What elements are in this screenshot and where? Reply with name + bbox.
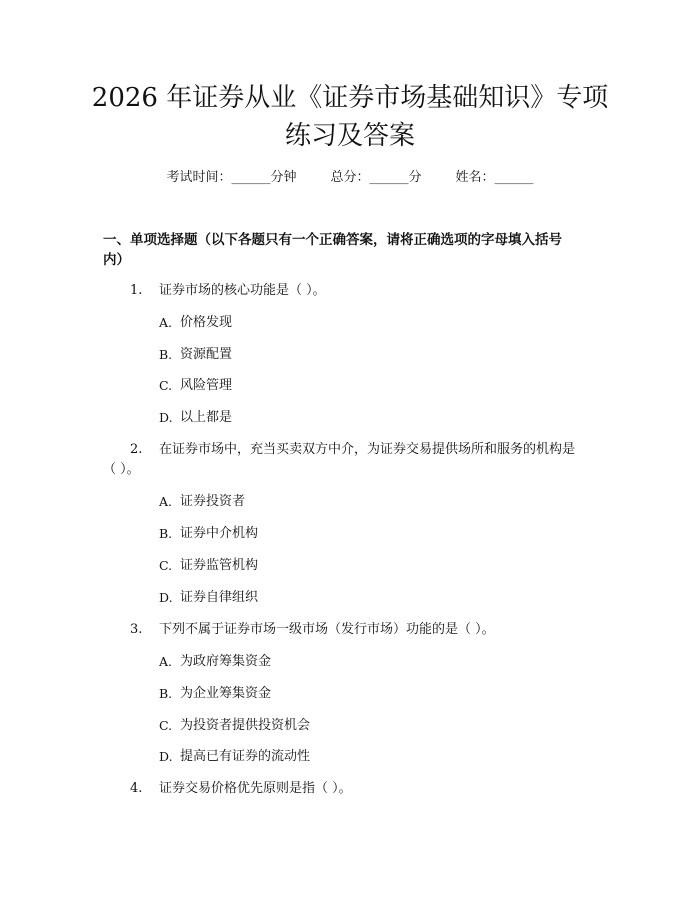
option-text: 证券中介机构 bbox=[180, 526, 259, 541]
option-text: 证券自律组织 bbox=[180, 590, 259, 605]
document-title-line-2: 练习及答案 bbox=[284, 121, 415, 151]
name-field: 姓名：______ bbox=[455, 170, 534, 185]
section-heading bbox=[103, 230, 603, 270]
option-key: A. bbox=[159, 315, 173, 330]
section-heading-line-2: 内） bbox=[103, 252, 130, 268]
option-text: 证券监管机构 bbox=[180, 558, 259, 573]
question-text: 下列不属于证券市场一级市场（发行市场）功能的是（ ）。 bbox=[159, 622, 495, 637]
option-key: B. bbox=[159, 686, 173, 701]
exam-time-field: 考试时间：______分钟 bbox=[166, 170, 297, 185]
option-key: C. bbox=[159, 378, 173, 393]
document-title-line-1: 2026 年证券从业《证券市场基础知识》专项 bbox=[91, 83, 609, 113]
exam-meta-row bbox=[0, 168, 700, 188]
option-text: 以上都是 bbox=[180, 410, 233, 425]
section-heading-line-1: 一、单项选择题（以下各题只有一个正确答案，请将正确选项的字母填入括号 bbox=[103, 232, 562, 248]
question-number: 2. bbox=[130, 442, 143, 457]
option-text: 风险管理 bbox=[180, 378, 233, 393]
option-text: 为企业筹集资金 bbox=[180, 686, 272, 701]
question-number: 3. bbox=[130, 622, 143, 637]
option-text: 资源配置 bbox=[180, 347, 233, 362]
option-key: A. bbox=[159, 654, 173, 669]
option-key: D. bbox=[159, 410, 173, 425]
question-text: 在证券市场中，充当买卖双方中介，为证券交易提供场所和服务的机构是 bbox=[159, 442, 576, 457]
option-text: 为投资者提供投资机会 bbox=[180, 718, 311, 733]
total-score-field: 总分：______分 bbox=[330, 170, 422, 185]
option-text: 证券投资者 bbox=[180, 494, 246, 509]
question-number: 4. bbox=[130, 781, 143, 796]
option-text: 价格发现 bbox=[180, 315, 233, 330]
option-key: C. bbox=[159, 718, 173, 733]
question-text: 证券交易价格优先原则是指（ ）。 bbox=[159, 781, 352, 796]
option-key: D. bbox=[159, 749, 173, 764]
question-text-continued: （ ）。 bbox=[103, 462, 140, 477]
option-text: 提高已有证券的流动性 bbox=[180, 749, 311, 764]
option-key: D. bbox=[159, 590, 173, 605]
option-key: B. bbox=[159, 526, 173, 541]
question-number: 1. bbox=[130, 283, 143, 298]
question-text: 证券市场的核心功能是（ ）。 bbox=[159, 283, 326, 298]
option-text: 为政府筹集资金 bbox=[180, 654, 272, 669]
option-key: B. bbox=[159, 347, 173, 362]
option-key: C. bbox=[159, 558, 173, 573]
option-key: A. bbox=[159, 494, 173, 509]
